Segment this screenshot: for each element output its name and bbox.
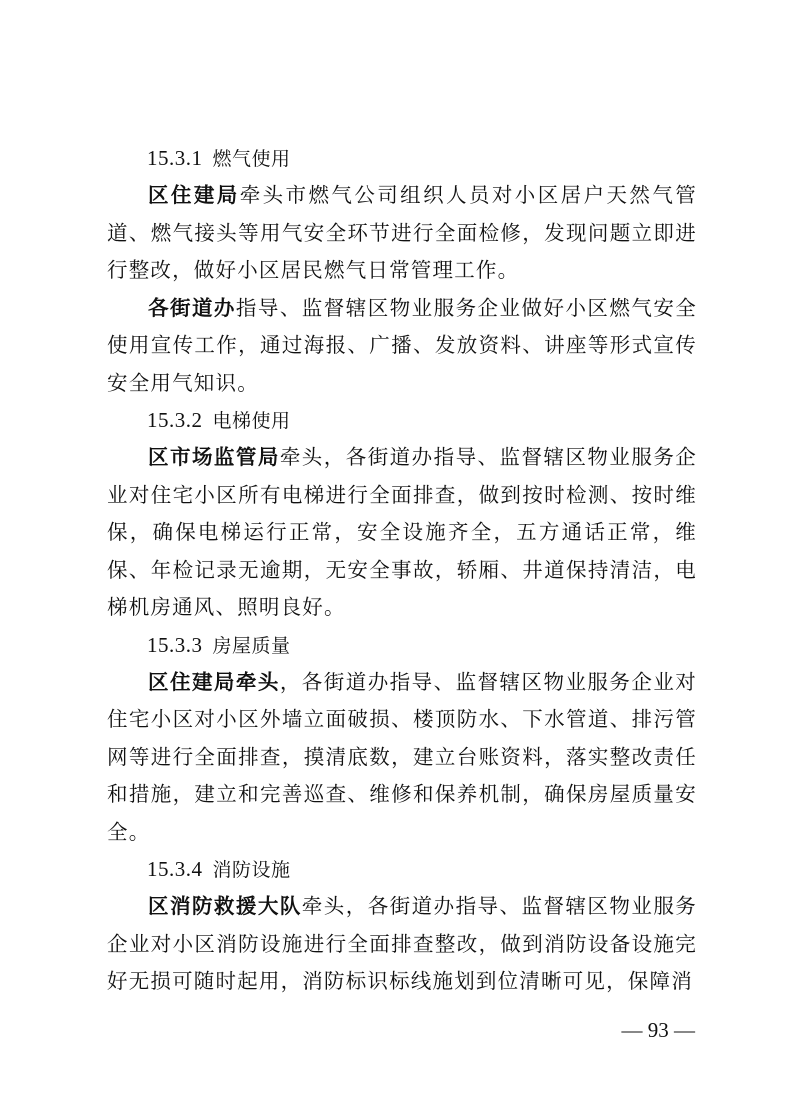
lead-department: 区消防救援大队 xyxy=(148,894,302,918)
lead-department: 区市场监管局 xyxy=(148,445,280,469)
section-number: 15.3.4 xyxy=(147,857,203,881)
lead-department: 区住建局牵头 xyxy=(148,669,280,694)
lead-department: 各街道办 xyxy=(148,295,236,320)
paragraph-text: 牵头市燃气公司组织人员对小区居户天然气管道、燃气接头等用气安全环节进行全面检修，发现问题立即进行整改，做好小区居民燃气日常管理工作。 xyxy=(107,183,697,282)
paragraph-text: 牵头，各街道办指导、监督辖区物业服务企业对住宅小区所有电梯进行全面排查，做到按时检测、按时维保，确保电梯运行正常，安全设施齐全，五方通话正常，维保、年检记录无逾期，无安全事故，轿厢、井道保持清洁，电梯机房通风、照明良好。 xyxy=(107,445,697,619)
paragraph xyxy=(107,439,697,627)
paragraph xyxy=(107,290,697,403)
section-heading xyxy=(107,851,697,888)
paragraph-text: 指导、监督辖区物业服务企业做好小区燃气安全使用宣传工作，通过海报、广播、发放资料、讲座等形式宣传安全用气知识。 xyxy=(107,295,697,395)
lead-department: 区住建局 xyxy=(148,183,240,207)
paragraph xyxy=(107,888,697,1001)
section-number: 15.3.2 xyxy=(147,408,203,432)
paragraph xyxy=(107,177,697,290)
section-number: 15.3.1 xyxy=(147,146,203,170)
section-number: 15.3.3 xyxy=(147,632,203,657)
document-body xyxy=(107,140,697,1001)
section-title: 消防设施 xyxy=(212,859,291,881)
paragraph xyxy=(107,664,697,852)
section-title: 电梯使用 xyxy=(212,410,291,432)
section-heading xyxy=(107,627,697,664)
section-heading xyxy=(107,140,697,177)
paragraph-text: ，各街道办指导、监督辖区物业服务企业对住宅小区对小区外墙立面破损、楼顶防水、下水管道、排污管网等进行全面排查，摸清底数，建立台账资料，落实整改责任和措施，建立和完善巡查、维修和保养机制，确保房屋质量安全。 xyxy=(107,669,697,844)
page-number: — 93 — xyxy=(621,1018,695,1042)
section-heading xyxy=(107,402,697,439)
paragraph-text: 牵头，各街道办指导、监督辖区物业服务企业对小区消防设施进行全面排查整改，做到消防设备设施完好无损可随时起用，消防标识标线施划到位清晰可见，保障消 xyxy=(107,894,697,993)
section-title: 房屋质量 xyxy=(212,634,291,657)
section-title: 燃气使用 xyxy=(212,148,291,170)
